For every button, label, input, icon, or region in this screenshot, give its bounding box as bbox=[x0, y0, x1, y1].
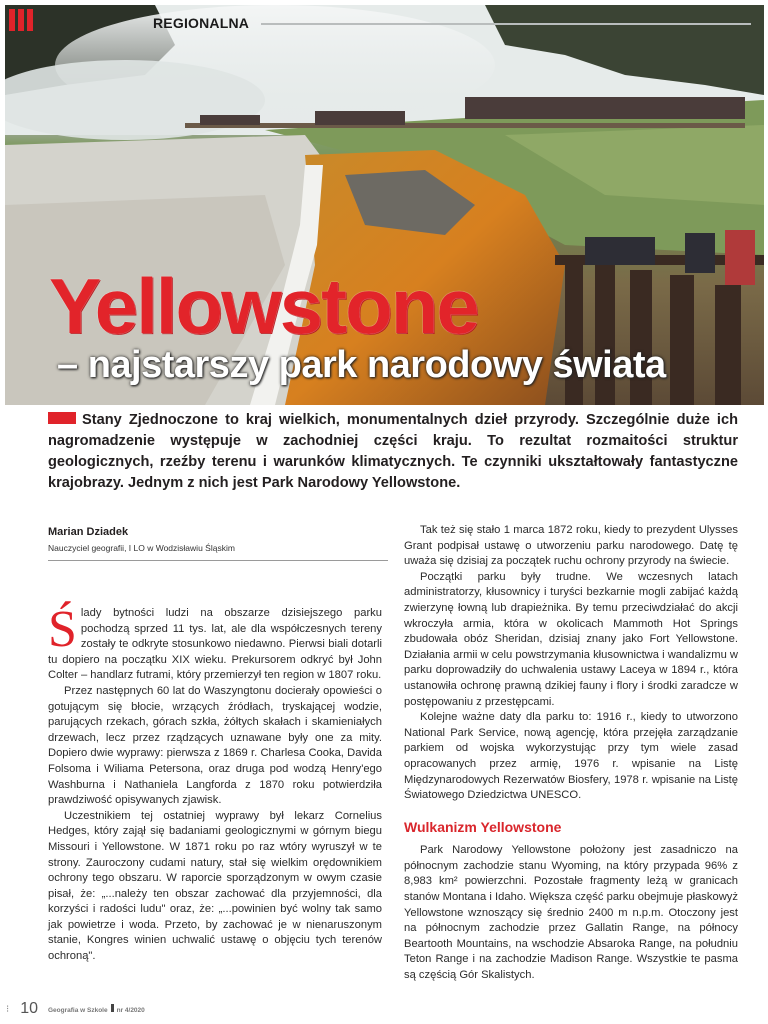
body-column-right bbox=[404, 523, 738, 984]
magazine-issue: nr 4/2020 bbox=[116, 1007, 145, 1014]
footer-separator bbox=[111, 1004, 114, 1012]
hero-photo bbox=[5, 5, 764, 405]
body-paragraph: Tak też się stało 1 marca 1872 roku, kiedy to prezydent Ulysses Grant podpisał ustawę o utworzeniu parku narodowego. Datę tę uważa się dzisiaj za początek ruchu ochrony przyrody na świecie. bbox=[404, 524, 738, 568]
body-paragraph: Początki parku były trudne. We wczesnych latach administratorzy, kłusownicy i turyści bezkarnie mogli zabijać każdą zwierzynę łowną lub drapieżnika. By temu przeciwdziałać do akcji wkroczyła armia, która w okolicach Mammoth Hot Springs zbudowała obóz Sheridan, dzisiaj znany jako Fort Yellowstone. Działania armii w celu powstrzymania kłusownictwa i wandalizmu w parku doprowadziły do uchwalenia ustawy Laceya w 1894 r., która ustanowiła ochronę prawną dzikiej fauny i flory i środki zaradcze w postępowaniu z przestępcami. bbox=[404, 570, 738, 708]
footer-dots-icon: ⁝ bbox=[6, 1003, 11, 1015]
section-divider bbox=[261, 23, 751, 25]
section-heading: Wulkanizm Yellowstone bbox=[404, 818, 562, 835]
body-paragraph bbox=[48, 601, 382, 684]
magazine-title: Geografia w Szkole bbox=[47, 1007, 108, 1014]
author-divider bbox=[48, 560, 388, 561]
lead-marker-icon bbox=[48, 412, 76, 424]
author-name: Marian Dziadek bbox=[48, 526, 129, 538]
lead-paragraph bbox=[48, 410, 738, 494]
magazine-info bbox=[48, 1004, 145, 1014]
body-paragraph: Park Narodowy Yellowstone położony jest zasadniczo na północnym zachodzie stanu Wyoming, na który przypada 96% z 8,983 km² powierzchni. Pozostałe fragmenty leżą w granicach stanów Montana i Idaho. Większa część parku obejmuje płaskowyż Yellowstone wznoszący się średnio 2400 m n.p.m. Otoczony jest na północnym zachodzie przez Gallatin Range, na północy Beartooth Mountains, na wschodzie Absaroka Range, na południu Teton Range i na zachodzie Madison Range. Wszystkie te pasma są częścią Gór Skalistych. bbox=[404, 844, 738, 982]
author-role: Nauczyciel geografii, I LO w Wodzisławiu Śląskim bbox=[48, 543, 235, 553]
body-paragraph: Uczestnikiem tej ostatniej wyprawy był lekarz Cornelius Hedges, który zajął się badaniami geologicznymi w górnym biegu Missouri i Yellowstone. W 1871 roku po raz wtóry wyruszył w te strony. Zauroczony cudami natury, stał się wielkim orędownikiem ochrony tego obszaru. W raporcie sporządzonym w owym czasie pisał, że: „...należy ten obszar zachować dla przyjemności, dla korzyści i radości ludu" oraz, że: „...powinien być wolny tak samo jak powietrze i woda. Przeto, by zachować je w nienaruszonym stanie, Kongres winien uchwalić ustawę o objęciu tych terenów ochroną". bbox=[48, 809, 382, 963]
page-number: 10 bbox=[20, 1000, 38, 1017]
article-subtitle: – najstarszy park narodowy świata bbox=[57, 344, 666, 386]
drop-cap: Ś bbox=[48, 601, 77, 658]
page-footer bbox=[6, 1000, 145, 1018]
lead-text: Stany Zjednoczone to kraj wielkich, monumentalnych dzieł przyrody. Szczególnie duże ich nagromadzenie występuje w zachodniej części kraju. To rezultat rozmaitości struktur geologicznych, rzeźby terenu i warunków klimatycznych. Te czynniki ukształtowały fantastyczne krajobrazy. Jednym z nich jest Park Narodowy Yellowstone. bbox=[48, 412, 738, 491]
section-marker-icon bbox=[9, 9, 33, 31]
body-paragraph-text: lady bytności ludzi na obszarze dzisiejszego parku pochodzą sprzed 11 tys. lat, ale dla współczesnych tereny zostały te odkryte stosunkowo niedawno. Pierwsi biali dotarli tu dopiero na początku XIX wieku. Prekursorem odkryć był John Colter – handlarz futrami, który przemierzył ten region w 1807 roku. bbox=[48, 607, 382, 682]
section-label: REGIONALNA bbox=[153, 15, 250, 31]
article-title: Yellowstone bbox=[49, 262, 478, 350]
body-paragraph: Przez następnych 60 lat do Waszyngtonu docierały opowieści o gotującym się błocie, wrzących źródłach, tryskającej wodzie, parujących rzekach, górach szkła, żółtych skałach i skamieniałych drzewach, lecz przez rządzących uznawane były one za mity. Dopiero dwie wyprawy: pierwsza z 1869 r. Charlesa Cooka, Davida Folsoma i Wiliama Petersona, oraz druga pod wodzą Henry'ego Washburna i Nathaniela Langforda z 1870 roku potwierdziła prawdziwość opisywanych zjawisk. bbox=[48, 684, 382, 807]
body-paragraph: Kolejne ważne daty dla parku to: 1916 r., kiedy to utworzono National Park Service, nową agencję, która przejęła zarządzanie parkiem od wojska wykorzystując przy tym wiele zasad opracowanych przez armię, 1976 r. wpisanie na Listę Międzynarodowych Rezerwatów Biosfery, 1978 r. wpisanie na Listę Światowego Dziedzictwa UNESCO. bbox=[404, 711, 738, 802]
body-column-left bbox=[48, 601, 382, 965]
